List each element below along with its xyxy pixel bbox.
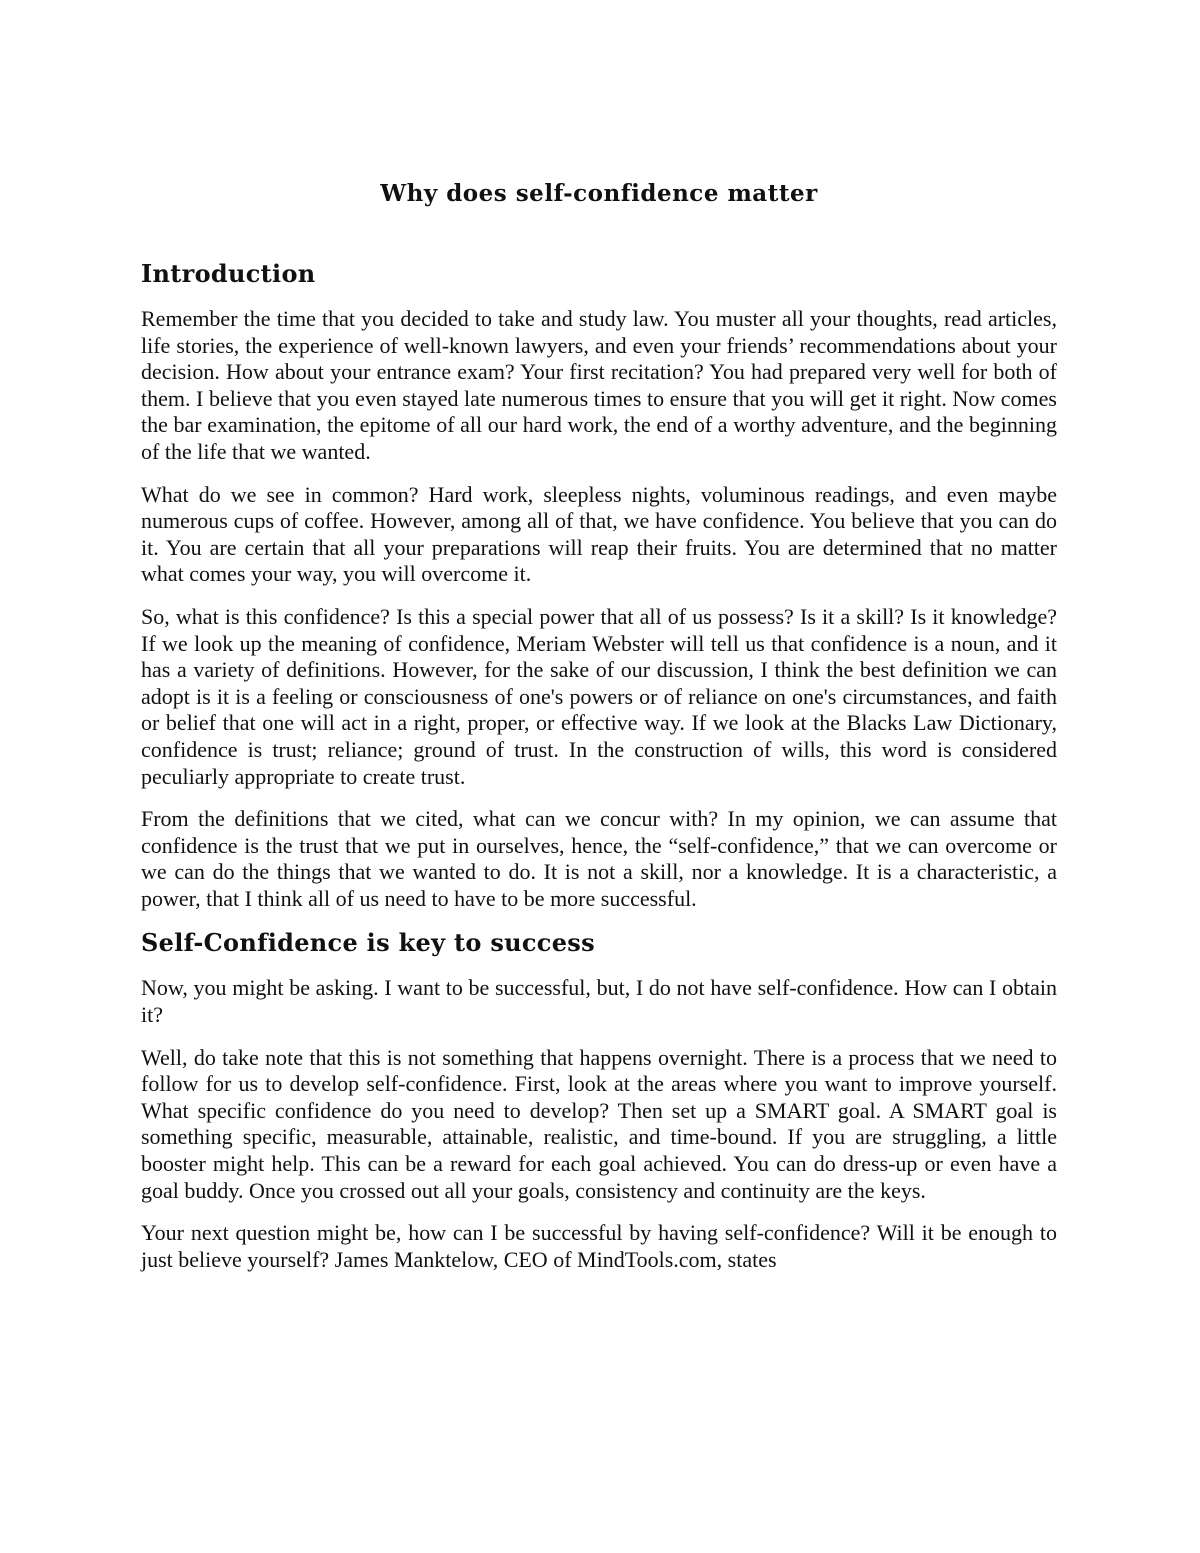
paragraph: Well, do take note that this is not something that happens overnight. There is a process that we need to follow for us to develop self-confidence. First, look at the areas where you want to improve yourself. What specific confidence do you need to develop? Then set up a SMART goal. A SMART goal is something specific, measurable, attainable, realistic, and time-bound. If you are struggling, a little booster might help. This can be a reward for each goal achieved. You can do dress-up or even have a goal buddy. Once you crossed out all your goals, consistency and continuity are the keys.	[141, 1044, 1057, 1203]
paragraph: Now, you might be asking. I want to be successful, but, I do not have self-confidence. How can I obtain it?	[141, 975, 1057, 1028]
document-title: Why does self-confidence matter	[380, 180, 818, 207]
section-heading-introduction: Introduction	[141, 259, 316, 288]
page-content	[141, 180, 1057, 1289]
section-heading-key-to-success: Self-Confidence is key to success	[141, 928, 595, 958]
paragraph: So, what is this confidence? Is this a special power that all of us possess? Is it a skill? Is it knowledge? If we look up the meaning of confidence, Meriam Webster will tell us that confidence is a noun, and it has a variety of definitions. However, for the sake of our discussion, I think the best definition we can adopt is it is a feeling or consciousness of one's powers or of reliance on one's circumstances, and faith or belief that one will act in a right, proper, or effective way. If we look at the Blacks Law Dictionary, confidence is trust; reliance; ground of trust. In the construction of wills, this word is considered peculiarly appropriate to create trust.	[141, 603, 1057, 789]
paragraph: Remember the time that you decided to take and study law. You muster all your thoughts, read articles, life stories, the experience of well-known lawyers, and even your friends’ recommendations about your decision. How about your entrance exam? Your first recitation? You had prepared very well for both of them. I believe that you even stayed late numerous times to ensure that you will get it right. Now comes the bar examination, the epitome of all our hard work, the end of a worthy adventure, and the beginning of the life that we wanted.	[141, 306, 1057, 464]
paragraph: Your next question might be, how can I be successful by having self-confidence? Will it be enough to just believe yourself? James Manktelow, CEO of MindTools.com, states	[141, 1220, 1057, 1272]
paragraph: What do we see in common? Hard work, sleepless nights, voluminous readings, and even maybe numerous cups of coffee. However, among all of that, we have confidence. You believe that you can do it. You are certain that all your preparations will reap their fruits. You are determined that no matter what comes your way, you will overcome it.	[141, 481, 1057, 587]
paragraph: From the definitions that we cited, what can we concur with? In my opinion, we can assume that confidence is the trust that we put in ourselves, hence, the “self-confidence,” that we can overcome or we can do the things that we wanted to do. It is not a skill, nor a knowledge. It is a characteristic, a power, that I think all of us need to have to be more successful.	[141, 806, 1057, 911]
